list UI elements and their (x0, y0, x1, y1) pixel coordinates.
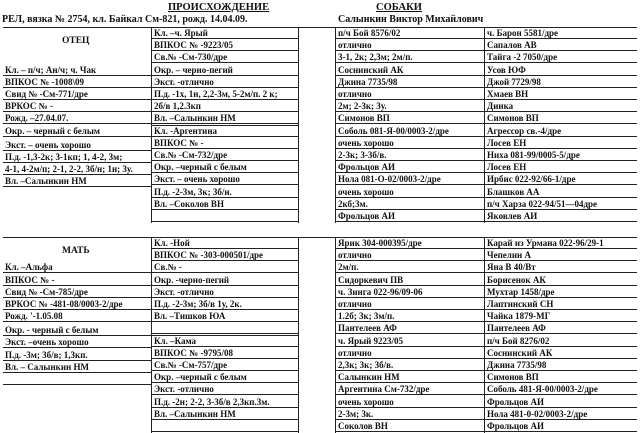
column-divider (151, 28, 152, 223)
pedigree-cell (152, 323, 298, 334)
pedigree-cell: Экст. –очень хорошо (3, 337, 151, 348)
pedigree-cell: ВПКОС № -1008\09 (3, 77, 151, 88)
pedigree-cell: 4-1, 4-2м/п; 2-1, 2-2, 3б/н; 1н; 3у. (3, 164, 151, 175)
pedigree-cell: Вл. –Соколов ВН (152, 199, 298, 210)
dog-cell: 2,3к; 3к; 3б/в. (336, 360, 484, 371)
pedigree-cell: Окр. –черный с белым (152, 162, 298, 173)
dog-cell: 3-1, 2к; 2,3м; 2м/п. (336, 52, 484, 63)
dog-cell: ч. Барон 5581/дре (485, 28, 637, 39)
dog-cell: Сидоркевич ПВ (336, 275, 484, 286)
dog-cell: Лаптинский СН (485, 299, 637, 310)
dam-label: МАТЬ (62, 246, 90, 256)
dog-cell: Усов ЮФ (485, 65, 637, 76)
pedigree-cell: Вл. –Салынкин НМ (3, 176, 151, 187)
dog-cell: Борисенок АК (485, 275, 637, 286)
dog-cell: ч. Ярый 9223/05 (336, 336, 484, 347)
dog-cell: Пантелеев АФ (485, 323, 637, 334)
dog-cell: Динка (485, 101, 637, 112)
dog-cell: Хмаев ВН (485, 89, 637, 100)
pedigree-cell: П.д. -1,3-2к; 3-1кп; 1, 4-2, 3м; (3, 152, 151, 163)
pedigree-cell: Свид № -См-771/дре (3, 89, 151, 100)
pedigree-cell: ВПКОС № -9795/08 (152, 348, 298, 359)
pedigree-cell: ВРКОС № -481-08/0003-2/дре (3, 299, 151, 310)
section-rule (3, 237, 637, 238)
dog-cell: Симонов ВП (336, 113, 484, 124)
section-rule (3, 27, 637, 28)
pedigree-cell: Рожд. –27.04.07. (3, 113, 151, 124)
pedigree-cell: Окр. –черный с белым (152, 372, 298, 383)
dog-cell: 1.2б; 3к; 3м/п. (336, 311, 484, 322)
pedigree-cell: Кл. -Аргентина (152, 126, 298, 137)
pedigree-cell: П.д. -2-3м; 3б/в 1у, 2к. (152, 299, 298, 310)
dog-cell: Лосев ЕН (485, 162, 637, 173)
dog-cell: отлично (336, 348, 484, 359)
dog-cell: Яковлев АИ (485, 211, 637, 222)
pedigree-cell: Вл. –Тишков ЮА (152, 311, 298, 322)
dog-cell: очень хорошо (336, 397, 484, 408)
pedigree-cell: ВПКОС № -303-000501/дре (152, 250, 298, 261)
pedigree-cell: Св.№ -См-757/дре (152, 360, 298, 371)
sire-label: ОТЕЦ (62, 36, 90, 46)
pedigree-cell: Св.№ - (152, 262, 298, 273)
dog-cell: Симонов ВП (485, 113, 637, 124)
section-divider (152, 125, 298, 126)
pedigree-cell: Кл. –Альфа (3, 262, 151, 273)
dog-cell: Фрольцов АИ (485, 421, 637, 432)
dog-cell: п/ч Харза 022-94/51—04дре (485, 199, 637, 210)
dog-cell: Соколов ВН (336, 421, 484, 432)
dog-cell: 2кб;3м. (336, 199, 484, 210)
pedigree-cell (3, 374, 151, 385)
column-divider (335, 238, 336, 433)
dog-cell: п/ч Бой 8576/02 (336, 28, 484, 39)
pedigree-cell: Экст. -отлично (152, 384, 298, 395)
pedigree-cell: П.д. -2-3м, 3к; 3б/н. (152, 187, 298, 198)
dog-cell: Соснинский АК (485, 348, 637, 359)
litter-info: РЕЛ, вязка № 2754, кл. Байкал См-821, рожд. 14.04.09. (2, 14, 248, 25)
dog-cell: Чайка 1879-МГ (485, 311, 637, 322)
section-divider (152, 335, 298, 336)
dog-cell: п/ч Бой 8276/02 (485, 336, 637, 347)
dog-cell: Соболь 081-Я-00/0003-2/дре (336, 126, 484, 137)
pedigree-cell: Св.№ -См-730/дре (152, 52, 298, 63)
pedigree-cell: П.д. -2н; 2-2, 3-3б/в 2,3кп.3м. (152, 397, 298, 408)
dog-cell: Пантелеев АФ (336, 323, 484, 334)
dog-cell: Джой 7729/98 (485, 77, 637, 88)
dogs-title: СОБАКИ (376, 2, 422, 13)
dog-cell: Чепелин А (485, 250, 637, 261)
pedigree-cell: 2б/в 1,2.3кп (152, 101, 298, 112)
dog-cell: отлично (336, 250, 484, 261)
dog-cell: Нола 081-О-02/0003-2/дре (336, 174, 484, 185)
dog-cell: 2м/п. (336, 262, 484, 273)
column-divider (335, 28, 336, 223)
pedigree-cell: Кл. –ч. Ярый (152, 28, 298, 39)
pedigree-cell: ВПКОС № -9223/05 (152, 40, 298, 51)
pedigree-cell: ВПКОС № - (3, 275, 151, 286)
column-divider (298, 238, 299, 433)
pedigree-cell: Кл. – п/ч; Ан/ч; ч. Чак (3, 65, 151, 76)
dog-cell: 2-3м; 3к. (336, 409, 484, 420)
dog-cell: Соболь 481-Я-00/0003-2/дре (485, 384, 637, 395)
pedigree-title: ПРОИСХОЖДЕНИЕ (168, 2, 270, 13)
pedigree-cell: Рожд. '-1.05.08 (3, 311, 151, 322)
dog-cell: Нола 481-0-02/0003-2/дре (485, 409, 637, 420)
dog-cell: Мухтар 1458/дре (485, 287, 637, 298)
dog-cell: очень хорошо (336, 138, 484, 149)
dog-cell: Агрессор св.-4/дре (485, 126, 637, 137)
dog-cell: Фрольцов АИ (336, 162, 484, 173)
pedigree-cell: Окр. – черно-пегий (152, 65, 298, 76)
dog-cell: Ирбис 022-92/66-1/дре (485, 174, 637, 185)
dog-cell: Ниха 081-99/0005-5/дре (485, 150, 637, 161)
pedigree-cell: Экст. -отлично (152, 77, 298, 88)
pedigree-cell (152, 211, 298, 222)
pedigree-cell: Окр. – черный с белым (3, 126, 151, 137)
dog-cell: очень хорошо (336, 187, 484, 198)
dog-cell: Яна В 40/Вт (485, 262, 637, 273)
dog-cell: Джина 7735/98 (485, 360, 637, 371)
pedigree-cell: П.д. -3м; 3б/в; 1,3кп. (3, 350, 151, 361)
pedigree-cell: Окр. - черный с белым (3, 325, 151, 336)
pedigree-cell (152, 421, 298, 432)
pedigree-cell: Экст. – очень хорошо (152, 174, 298, 185)
pedigree-cell: Вл. –Салынкин НМ (152, 409, 298, 420)
dog-cell: Фрольцов АИ (336, 211, 484, 222)
pedigree-cell: Экст. – очень хорошо (3, 140, 151, 151)
pedigree-cell: Кл. -Ной (152, 238, 298, 249)
pedigree-cell: П.д. -1х, 1н, 2,2-3м, 5-2м/п. 2 к; (152, 89, 298, 100)
pedigree-cell: Вл. – Салынкин НМ (3, 362, 151, 373)
column-divider (484, 238, 485, 433)
dog-cell: Джина 7735/98 (336, 77, 484, 88)
dog-cell: Сапалов АВ (485, 40, 637, 51)
dog-cell: Тайга -2 7050/дре (485, 52, 637, 63)
dog-cell: отлично (336, 89, 484, 100)
dog-cell: Блашков АА (485, 187, 637, 198)
pedigree-cell: Св.№ -См-732/дре (152, 150, 298, 161)
dog-cell: 2-3к; 3-3б/в. (336, 150, 484, 161)
dog-cell: Ярик 304-000395/дре (336, 238, 484, 249)
dog-cell: Аргентина См-732/дре (336, 384, 484, 395)
pedigree-cell: ВРКОС № - (3, 101, 151, 112)
dog-cell: Соснинский АК (336, 65, 484, 76)
dog-cell: 2м; 2-3к; 3у. (336, 101, 484, 112)
breeder-name: Салынкин Виктор Михайлович (338, 14, 484, 25)
dog-cell: Симонов ВП (485, 372, 637, 383)
pedigree-cell: Вл. –Салынкин НМ (152, 113, 298, 124)
pedigree-cell: Экст. -отлично (152, 287, 298, 298)
dog-cell: отлично (336, 40, 484, 51)
column-divider (484, 28, 485, 223)
dog-cell: Фрольцов АИ (485, 397, 637, 408)
dog-cell: Салынкин НМ (336, 372, 484, 383)
dog-cell: Лосев ЕН (485, 138, 637, 149)
pedigree-cell: Окр. -черно-пегий (152, 275, 298, 286)
pedigree-cell: Кл. –Кама (152, 336, 298, 347)
column-divider (298, 28, 299, 223)
pedigree-cell: ВПКОС № - (152, 138, 298, 149)
dog-cell: отлично (336, 299, 484, 310)
pedigree-cell: Свид № -См-785/дре (3, 287, 151, 298)
dog-cell: ч. Зинга 022-96/09-06 (336, 287, 484, 298)
dog-cell: Карай из Урмана 022-96/29-1 (485, 238, 637, 249)
